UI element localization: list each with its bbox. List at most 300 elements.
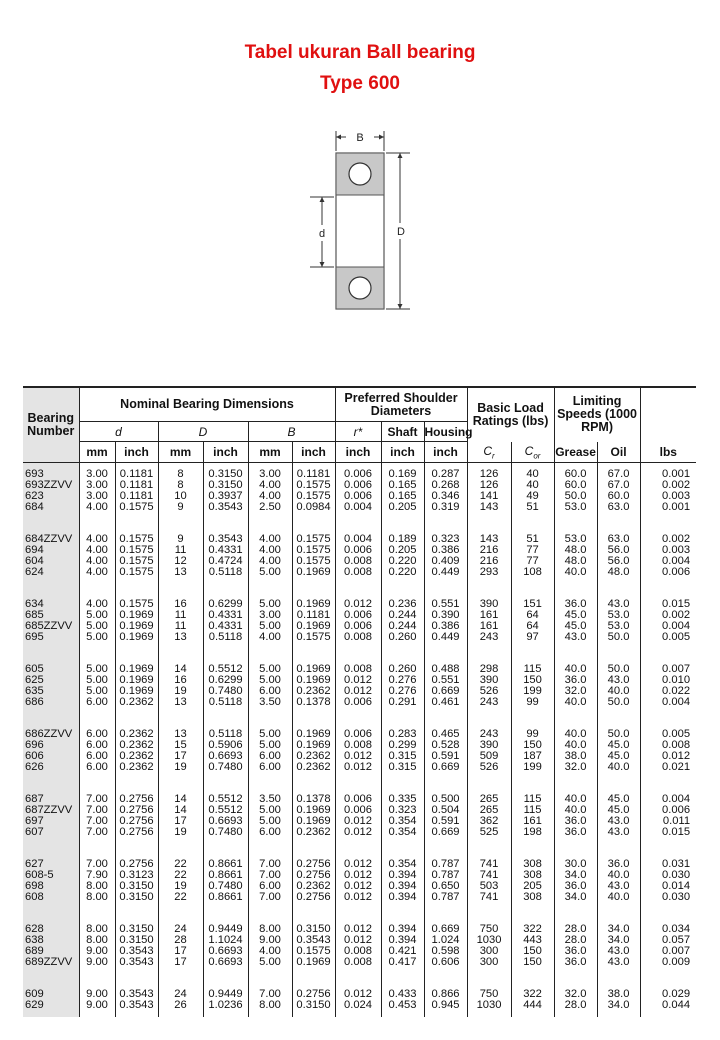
table-cell: 0.3150	[296, 999, 331, 1012]
table-cell: 0.1969	[296, 804, 331, 817]
table-cell: 0.551	[431, 598, 460, 610]
table-cell: 0.004	[662, 555, 691, 568]
table-cell: 0.354	[388, 858, 417, 870]
table-cell: 53.0	[564, 501, 587, 514]
table-cell: 0.005	[662, 728, 691, 740]
table-cell: 187	[523, 750, 542, 763]
table-cell: 0.189	[388, 533, 417, 545]
table-cell: 0.220	[388, 566, 417, 579]
table-cell: 0.4331	[208, 620, 243, 633]
table-cell: 11	[174, 620, 187, 633]
table-cell: 0.006	[344, 609, 372, 622]
table-cell: 0.236	[388, 598, 417, 610]
table-cell: 8.00	[86, 880, 108, 893]
table-cell: 300	[479, 956, 499, 969]
table-cell: 0.006	[344, 804, 372, 817]
table-cell: 0.006	[344, 490, 372, 503]
table-cell: 3.50	[259, 696, 281, 709]
table-cell: 0.7480	[208, 685, 243, 698]
bearing-diagram	[300, 125, 420, 320]
table-cell: 0.528	[431, 739, 460, 752]
table-cell: 28.0	[564, 934, 587, 947]
table-cell: 0.1575	[119, 598, 154, 610]
header-housing: Housing	[424, 422, 467, 442]
table-cell: 503	[479, 880, 499, 893]
table-cell: 50.0	[607, 631, 630, 644]
table-cell: 34.0	[564, 869, 587, 882]
header-sym-bigd: D	[158, 422, 248, 442]
table-cell: 7.00	[86, 815, 108, 828]
table-cell: 0.012	[344, 858, 372, 870]
table-cell: 45.0	[564, 620, 587, 633]
table-cell: 40.0	[564, 696, 587, 709]
table-cell: 0.2362	[119, 739, 154, 752]
table-cell: 5.00	[259, 804, 281, 817]
table-cell: 43.0	[607, 826, 630, 839]
bearing-number-cell: 693	[25, 468, 44, 480]
table-cell: 216	[479, 555, 499, 568]
table-cell: 0.011	[662, 815, 691, 828]
table-cell: 0.650	[431, 880, 460, 893]
table-cell: 4.00	[86, 501, 108, 514]
table-cell: 40.0	[607, 761, 630, 774]
table-cell: 0.3123	[119, 869, 154, 882]
table-cell: 43.0	[607, 815, 630, 828]
table-cell: 443	[523, 934, 542, 947]
table-cell: 0.015	[662, 598, 691, 610]
table-cell: 40.0	[607, 891, 630, 904]
table-cell: 0.394	[388, 934, 417, 947]
table-cell: 0.386	[431, 544, 460, 557]
table-cell: 0.1969	[119, 663, 154, 675]
table-cell: 48.0	[564, 555, 587, 568]
table-cell: 0.5512	[208, 804, 243, 817]
table-row-group	[23, 794, 696, 859]
table-cell: 0.3150	[208, 479, 243, 492]
table-cell: 34.0	[607, 934, 630, 947]
table-cell: 0.390	[431, 609, 460, 622]
table-cell: 7.90	[86, 869, 108, 882]
table-cell: 5.00	[259, 566, 281, 579]
table-cell: 243	[479, 696, 499, 709]
table-cell: 28	[174, 934, 187, 947]
table-cell: 0.034	[662, 923, 691, 935]
table-cell: 115	[523, 663, 542, 675]
table-cell: 40	[526, 479, 539, 492]
table-cell: 750	[479, 923, 499, 935]
table-cell: 5.00	[86, 674, 108, 687]
table-cell: 0.0984	[296, 501, 331, 514]
table-cell: 0.008	[344, 631, 372, 644]
table-cell: 0.551	[431, 674, 460, 687]
table-cell: 30.0	[564, 858, 587, 870]
table-cell: 390	[479, 674, 499, 687]
dim-b-arrow-left	[336, 135, 341, 140]
table-cell: 6.00	[86, 728, 108, 740]
table-cell: 0.8661	[208, 891, 243, 904]
table-cell: 10	[174, 490, 187, 503]
table-cell: 6.00	[259, 761, 281, 774]
bearing-number-cell: 689	[25, 945, 44, 958]
table-cell: 0.7480	[208, 826, 243, 839]
table-cell: 22	[174, 891, 187, 904]
dim-bigd-arrow-top	[398, 153, 403, 158]
table-cell: 0.2756	[296, 988, 331, 1000]
table-cell: 0.1378	[296, 793, 331, 805]
table-cell: 4.00	[259, 631, 281, 644]
table-cell: 0.291	[388, 696, 417, 709]
table-cell: 0.1969	[296, 620, 331, 633]
table-cell: 14	[174, 793, 187, 805]
table-cell: 8.00	[259, 999, 281, 1012]
table-cell: 0.007	[662, 945, 691, 958]
table-cell: 0.6693	[208, 750, 243, 763]
table-cell: 0.004	[344, 501, 372, 514]
table-cell: 0.6693	[208, 815, 243, 828]
table-cell: 141	[479, 490, 499, 503]
table-cell: 0.003	[662, 490, 691, 503]
table-cell: 199	[523, 761, 542, 774]
table-cell: 0.006	[344, 544, 372, 557]
table-cell: 15	[174, 739, 187, 752]
table-cell: 56.0	[607, 544, 630, 557]
table-row-group	[23, 729, 696, 794]
table-cell: 0.030	[662, 869, 691, 882]
table-cell: 60.0	[564, 479, 587, 492]
table-cell: 741	[479, 869, 499, 882]
table-cell: 5.00	[86, 663, 108, 675]
table-cell: 24	[174, 988, 187, 1000]
table-body	[23, 463, 696, 1018]
table-cell: 0.1969	[119, 631, 154, 644]
table-cell: 36.0	[564, 815, 587, 828]
table-cell: 5.00	[86, 620, 108, 633]
header-sym-b: B	[248, 422, 335, 442]
table-cell: 0.021	[662, 761, 691, 774]
table-cell: 7.00	[259, 869, 281, 882]
header-unit: inch	[424, 442, 467, 463]
table-cell: 40.0	[564, 728, 587, 740]
table-cell: 50.0	[607, 696, 630, 709]
table-cell: 9	[177, 501, 184, 514]
table-cell: 0.012	[344, 674, 372, 687]
dim-d-arrow-top	[320, 197, 325, 202]
table-cell: 8.00	[259, 923, 281, 935]
table-row-group	[23, 463, 696, 535]
table-cell: 0.354	[388, 815, 417, 828]
table-cell: 0.5118	[208, 728, 243, 740]
table-cell: 0.006	[344, 793, 372, 805]
table-cell: 43.0	[607, 880, 630, 893]
table-cell: 8.00	[86, 891, 108, 904]
table-cell: 0.006	[344, 468, 372, 480]
dim-b-arrow-right	[379, 135, 384, 140]
bearing-number-cell: 684	[25, 501, 44, 514]
bearing-number-cell: 696	[25, 739, 44, 752]
table-cell: 243	[479, 728, 499, 740]
table-cell: 4.00	[86, 566, 108, 579]
table-cell: 0.012	[344, 685, 372, 698]
table-cell: 0.1575	[119, 501, 154, 514]
table-cell: 0.669	[431, 826, 460, 839]
table-cell: 0.008	[344, 566, 372, 579]
table-cell: 64	[526, 620, 539, 633]
table-cell: 0.1575	[296, 945, 331, 958]
table-cell: 16	[174, 674, 187, 687]
table-cell: 0.4331	[208, 609, 243, 622]
table-cell: 9.00	[259, 934, 281, 947]
table-cell: 7.00	[259, 988, 281, 1000]
table-cell: 0.1969	[296, 566, 331, 579]
table-cell: 0.7480	[208, 761, 243, 774]
label-b: B	[356, 132, 364, 144]
table-cell: 0.010	[662, 674, 691, 687]
table-cell: 0.057	[662, 934, 691, 947]
table-cell: 0.1575	[296, 631, 331, 644]
header-shoulder-diameters: Preferred Shoulder Diameters	[335, 387, 467, 422]
table-cell: 143	[479, 533, 499, 545]
table-cell: 750	[479, 988, 499, 1000]
table-cell: 0.012	[344, 880, 372, 893]
table-cell: 0.012	[344, 923, 372, 935]
table-cell: 0.030	[662, 891, 691, 904]
table-cell: 45.0	[607, 793, 630, 805]
table-cell: 0.1575	[119, 544, 154, 557]
table-cell: 0.6693	[208, 945, 243, 958]
table-cell: 0.220	[388, 555, 417, 568]
table-cell: 0.012	[344, 750, 372, 763]
table-cell: 40	[526, 468, 539, 480]
table-cell: 0.008	[344, 555, 372, 568]
table-cell: 60.0	[564, 468, 587, 480]
table-cell: 0.2362	[119, 761, 154, 774]
table-cell: 126	[479, 468, 499, 480]
table-cell: 0.315	[388, 750, 417, 763]
table-cell: 11	[174, 609, 187, 622]
table-cell: 40.0	[564, 793, 587, 805]
table-cell: 38.0	[607, 988, 630, 1000]
table-cell: 1.1024	[208, 934, 243, 947]
table-cell: 0.260	[388, 631, 417, 644]
table-cell: 0.003	[662, 544, 691, 557]
header-unit: inch	[115, 442, 158, 463]
bearing-number-cell: 624	[25, 566, 44, 579]
table-cell: 161	[479, 620, 499, 633]
table-cell: 6.00	[86, 739, 108, 752]
bearing-number-cell: 635	[25, 685, 44, 698]
table-cell: 0.006	[344, 696, 372, 709]
table-cell: 5.00	[259, 598, 281, 610]
table-cell: 40.0	[564, 566, 587, 579]
table-cell: 0.169	[388, 468, 417, 480]
table-row-group	[23, 989, 696, 1017]
table-cell: 0.433	[388, 988, 417, 1000]
table-cell: 143	[479, 501, 499, 514]
table-cell: 3.00	[259, 609, 281, 622]
table-cell: 4.00	[259, 490, 281, 503]
table-cell: 7.00	[86, 826, 108, 839]
table-cell: 5.00	[259, 663, 281, 675]
table-cell: 50.0	[607, 728, 630, 740]
table-cell: 0.591	[431, 815, 460, 828]
table-cell: 97	[526, 631, 539, 644]
table-cell: 509	[479, 750, 499, 763]
table-cell: 3.00	[86, 479, 108, 492]
table-cell: 0.2362	[119, 696, 154, 709]
table-cell: 0.283	[388, 728, 417, 740]
table-cell: 0.008	[344, 739, 372, 752]
table-cell: 0.394	[388, 923, 417, 935]
header-lbs: lbs	[640, 442, 696, 463]
table-cell: 4.00	[259, 479, 281, 492]
table-cell: 45.0	[607, 750, 630, 763]
table-cell: 0.449	[431, 631, 460, 644]
table-cell: 36.0	[564, 945, 587, 958]
page-title: Tabel ukuran Ball bearing	[244, 42, 476, 63]
table-cell: 0.386	[431, 620, 460, 633]
table-cell: 0.244	[388, 609, 417, 622]
table-cell: 0.012	[344, 826, 372, 839]
table-cell: 0.787	[431, 858, 460, 870]
table-cell: 0.500	[431, 793, 460, 805]
bottom-ball	[349, 277, 371, 299]
table-cell: 0.323	[431, 533, 460, 545]
table-cell: 0.205	[388, 501, 417, 514]
table-cell: 265	[479, 804, 499, 817]
dim-d-arrow-bottom	[320, 262, 325, 267]
table-cell: 0.2756	[296, 891, 331, 904]
table-cell: 7.00	[86, 858, 108, 870]
bearing-number-cell: 698	[25, 880, 44, 893]
table-cell: 265	[479, 793, 499, 805]
table-cell: 362	[479, 815, 499, 828]
table-cell: 150	[523, 739, 542, 752]
header-bearing-number: Bearing Number	[23, 387, 79, 463]
table-cell: 6.00	[259, 880, 281, 893]
table-cell: 63.0	[607, 533, 630, 545]
table-cell: 308	[523, 891, 542, 904]
table-cell: 308	[523, 858, 542, 870]
table-cell: 0.3937	[208, 490, 243, 503]
table-cell: 4.00	[259, 533, 281, 545]
table-cell: 56.0	[607, 555, 630, 568]
table-cell: 0.008	[344, 663, 372, 675]
table-cell: 0.2362	[119, 728, 154, 740]
bearing-number-cell: 693ZZVV	[25, 479, 73, 492]
table-cell: 0.3543	[119, 988, 154, 1000]
table-cell: 0.3543	[296, 934, 331, 947]
table-cell: 1030	[476, 999, 502, 1012]
table-cell: 0.945	[431, 999, 460, 1012]
table-cell: 50.0	[607, 663, 630, 675]
dim-bigd-arrow-bottom	[398, 304, 403, 309]
top-ball	[349, 163, 371, 185]
table-cell: 741	[479, 891, 499, 904]
table-cell: 0.1181	[296, 468, 331, 480]
table-cell: 5.00	[259, 674, 281, 687]
table-cell: 0.315	[388, 761, 417, 774]
table-cell: 0.591	[431, 750, 460, 763]
table-cell: 9	[177, 533, 184, 545]
table-cell: 17	[174, 750, 187, 763]
table-cell: 24	[174, 923, 187, 935]
bearing-number-cell: 626	[25, 761, 44, 774]
table-cell: 0.3543	[119, 945, 154, 958]
table-cell: 67.0	[607, 479, 630, 492]
bearing-number-cell: 638	[25, 934, 44, 947]
table-cell: 43.0	[607, 674, 630, 687]
table-cell: 36.0	[564, 880, 587, 893]
table-cell: 1.024	[431, 934, 460, 947]
table-cell: 32.0	[564, 988, 587, 1000]
table-cell: 0.009	[662, 956, 691, 969]
table-cell: 6.00	[86, 750, 108, 763]
table-cell: 3.50	[259, 793, 281, 805]
table-cell: 0.1969	[296, 739, 331, 752]
table-cell: 0.012	[344, 815, 372, 828]
table-cell: 390	[479, 739, 499, 752]
bearing-number-cell: 608	[25, 891, 44, 904]
table-cell: 216	[479, 544, 499, 557]
table-row-group	[23, 924, 696, 989]
table-cell: 22	[174, 869, 187, 882]
table-row-group	[23, 599, 696, 664]
table-cell: 151	[523, 598, 542, 610]
table-cell: 17	[174, 945, 187, 958]
table-cell: 5.00	[86, 609, 108, 622]
table-cell: 3.00	[86, 468, 108, 480]
table-cell: 4.00	[86, 544, 108, 557]
header-unit: mm	[248, 442, 292, 463]
table-cell: 0.004	[662, 793, 691, 805]
table-cell: 115	[523, 804, 542, 817]
table-cell: 108	[523, 566, 542, 579]
table-cell: 4.00	[86, 533, 108, 545]
table-cell: 99	[526, 728, 539, 740]
table-cell: 0.417	[388, 956, 417, 969]
table-cell: 45.0	[607, 804, 630, 817]
bearing-number-cell: 685ZZVV	[25, 620, 73, 633]
table-cell: 53.0	[607, 609, 630, 622]
bearing-number-cell: 689ZZVV	[25, 956, 73, 969]
table-cell: 0.1969	[296, 728, 331, 740]
table-cell: 298	[479, 663, 499, 675]
table-cell: 0.2362	[119, 750, 154, 763]
table-cell: 0.260	[388, 663, 417, 675]
bearing-number-cell: 609	[25, 988, 44, 1000]
table-cell: 0.1575	[119, 533, 154, 545]
table-cell: 0.1575	[296, 479, 331, 492]
table-cell: 64	[526, 609, 539, 622]
table-cell: 0.1969	[119, 685, 154, 698]
table-cell: 0.002	[662, 479, 691, 492]
table-cell: 0.421	[388, 945, 417, 958]
table-cell: 9.00	[86, 956, 108, 969]
table-cell: 0.2756	[119, 826, 154, 839]
table-cell: 161	[479, 609, 499, 622]
bearing-number-cell: 686ZZVV	[25, 728, 73, 740]
table-cell: 3.00	[259, 468, 281, 480]
table-cell: 7.00	[259, 858, 281, 870]
header-limiting-speeds: Limiting Speeds (1000 RPM)	[554, 387, 640, 442]
table-cell: 6.00	[259, 750, 281, 763]
table-cell: 13	[174, 728, 187, 740]
bearing-number-cell: 625	[25, 674, 44, 687]
table-cell: 17	[174, 815, 187, 828]
bearing-number-cell: 629	[25, 999, 44, 1012]
table-cell: 0.024	[344, 999, 372, 1012]
header-grease: Grease	[554, 442, 597, 463]
